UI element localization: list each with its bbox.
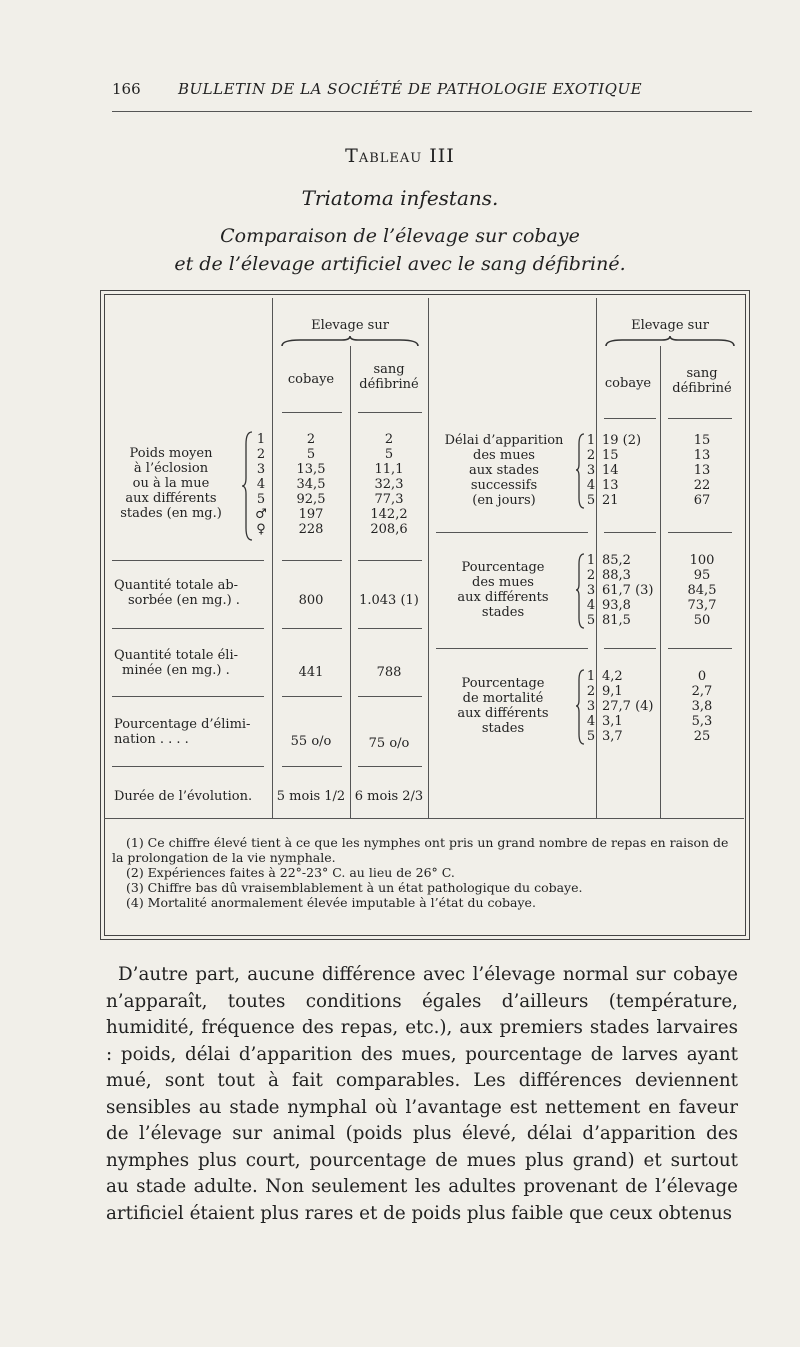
value-duree-sang: 6 mois 2/3 [354, 789, 424, 804]
body-text [106, 962, 738, 1227]
row-label-mortalite: Pourcentage de mortalité aux différents stades [457, 676, 549, 736]
table-caption-line2: et de l’élevage artificiel avec le sang défibriné. [174, 253, 626, 275]
footnote: (3) Chiffre bas dû vraisemblablement à un état pathologique du cobaye. [126, 880, 583, 895]
row-label-mues: Pourcentage des mues aux différents stades [457, 560, 549, 620]
values-mues-cobaye: 85,2 88,3 61,7 (3) 93,8 81,5 [602, 553, 654, 628]
row-rule [112, 628, 264, 629]
row-label-quantite-eliminee: Quantité totale éli- minée (en mg.) . [114, 648, 238, 678]
row-rule [668, 648, 732, 649]
values-delai-sang: 15 13 13 22 67 [693, 433, 711, 508]
header-underline [282, 412, 342, 413]
col-rule [428, 298, 429, 818]
values-mortalite-cobaye: 4,2 9,1 27,7 (4) 3,1 3,7 [602, 669, 654, 744]
row-label-delai: Délai d’apparition des mues aux stades successifs (en jours) [444, 433, 564, 508]
page-number: 166 [112, 80, 141, 98]
row-rule [112, 766, 264, 767]
stage-list-mortalite: 1 2 3 4 5 [586, 669, 596, 744]
row-rule [668, 532, 732, 533]
row-rule [436, 648, 588, 649]
row-rule [358, 696, 422, 697]
row-rule [112, 560, 264, 561]
right-group-brace [604, 336, 736, 348]
row-rule [282, 766, 342, 767]
row-rule [358, 766, 422, 767]
table-title: Tableau III [345, 145, 455, 167]
left-group-brace [280, 336, 420, 348]
row-rule [604, 532, 656, 533]
left-group-header: Elevage sur [311, 318, 389, 333]
footnote: (1) Ce chiffre élevé tient à ce que les nymphes ont pris un grand nombre de repas en raison de la prolongation de la vie nymphale. [112, 835, 729, 865]
row-rule [436, 532, 588, 533]
stage-list-delai: 1 2 3 4 5 [586, 433, 596, 508]
row-rule [282, 696, 342, 697]
notes-separator [104, 818, 744, 819]
col-header-sang: sang [686, 366, 718, 381]
values-poids-sang: 2 5 11,1 32,3 77,3 142,2 208,6 [370, 432, 408, 537]
row-label-quantite-absorbee: Quantité totale ab- sorbée (en mg.) . [114, 578, 240, 608]
value-elimination-cobaye: 55 o/o [290, 734, 332, 749]
col-header-defibrine: défibriné [359, 377, 419, 392]
footnote: (4) Mortalité anormalement élevée imputable à l’état du cobaye. [126, 895, 536, 910]
row-label-poids: Poids moyen à l’éclosion ou à la mue aux différents stades (en mg.) [120, 446, 222, 521]
col-header-defibrine: défibriné [672, 381, 732, 396]
values-mortalite-sang: 0 2,7 3,8 5,3 25 [691, 669, 713, 744]
row-rule [604, 648, 656, 649]
value-duree-cobaye: 5 mois 1/2 [276, 789, 346, 804]
value-elimination-sang: 75 o/o [368, 736, 410, 751]
row-rule [112, 696, 264, 697]
stage-list-poids: 1 2 3 4 5 ♂ ♀ [255, 432, 267, 537]
value-eliminee-sang: 788 [376, 665, 402, 680]
table-caption-line1: Comparaison de l’élevage sur cobaye [220, 225, 580, 247]
col-header-cobaye: cobaye [287, 372, 335, 387]
col-header-sang: sang [373, 362, 405, 377]
row-label-duree: Durée de l’évolution. [114, 789, 253, 804]
stage-list-mues: 1 2 3 4 5 [586, 553, 596, 628]
table-footnotes [112, 835, 732, 910]
table-species: Triatoma infestans. [301, 186, 499, 210]
value-eliminee-cobaye: 441 [298, 665, 324, 680]
footnote: (2) Expériences faites à 22°-23° C. au lieu de 26° C. [126, 865, 455, 880]
row-rule [358, 560, 422, 561]
row-rule [282, 560, 342, 561]
values-mues-sang: 100 95 84,5 73,7 50 [687, 553, 717, 628]
header-underline [358, 412, 422, 413]
value-absorbee-cobaye: 800 [298, 593, 324, 608]
header-underline [668, 418, 732, 419]
values-poids-cobaye: 2 5 13,5 34,5 92,5 197 228 [296, 432, 326, 537]
col-header-cobaye: cobaye [604, 376, 652, 391]
header-underline [604, 418, 656, 419]
values-delai-cobaye: 19 (2) 15 14 13 21 [602, 433, 642, 508]
row-label-pourcentage-elimination: Pourcentage d’élimi- nation . . . . [114, 717, 251, 747]
row-rule [282, 628, 342, 629]
header-rule [112, 111, 752, 112]
body-paragraph: D’autre part, aucune différence avec l’élevage normal sur cobaye n’apparaît, toutes conditions égales d’ailleurs (température, humidité, fréquence des repas, etc.), aux premiers stades larvaires : poids, délai d’apparition des mues, pourcentage de larves ayant mué, sont tout à fait comparables. Les différences deviennent sensibles au stade nymphal où l’avantage est nettement en faveur de l’élevage sur animal (poids plus élevé, délai d’apparition des nymphes plus court, pourcentage de mues plus grand) et surtout au stade adulte. Non seulement les adultes provenant de l’élevage artificiel étaient plus rares et de poids plus faible que ceux obtenus [106, 964, 738, 1224]
right-group-header: Elevage sur [631, 318, 709, 333]
journal-title: BULLETIN DE LA SOCIÉTÉ DE PATHOLOGIE EXOTIQUE [178, 80, 643, 98]
value-absorbee-sang: 1.043 (1) [359, 593, 419, 608]
row-rule [358, 628, 422, 629]
